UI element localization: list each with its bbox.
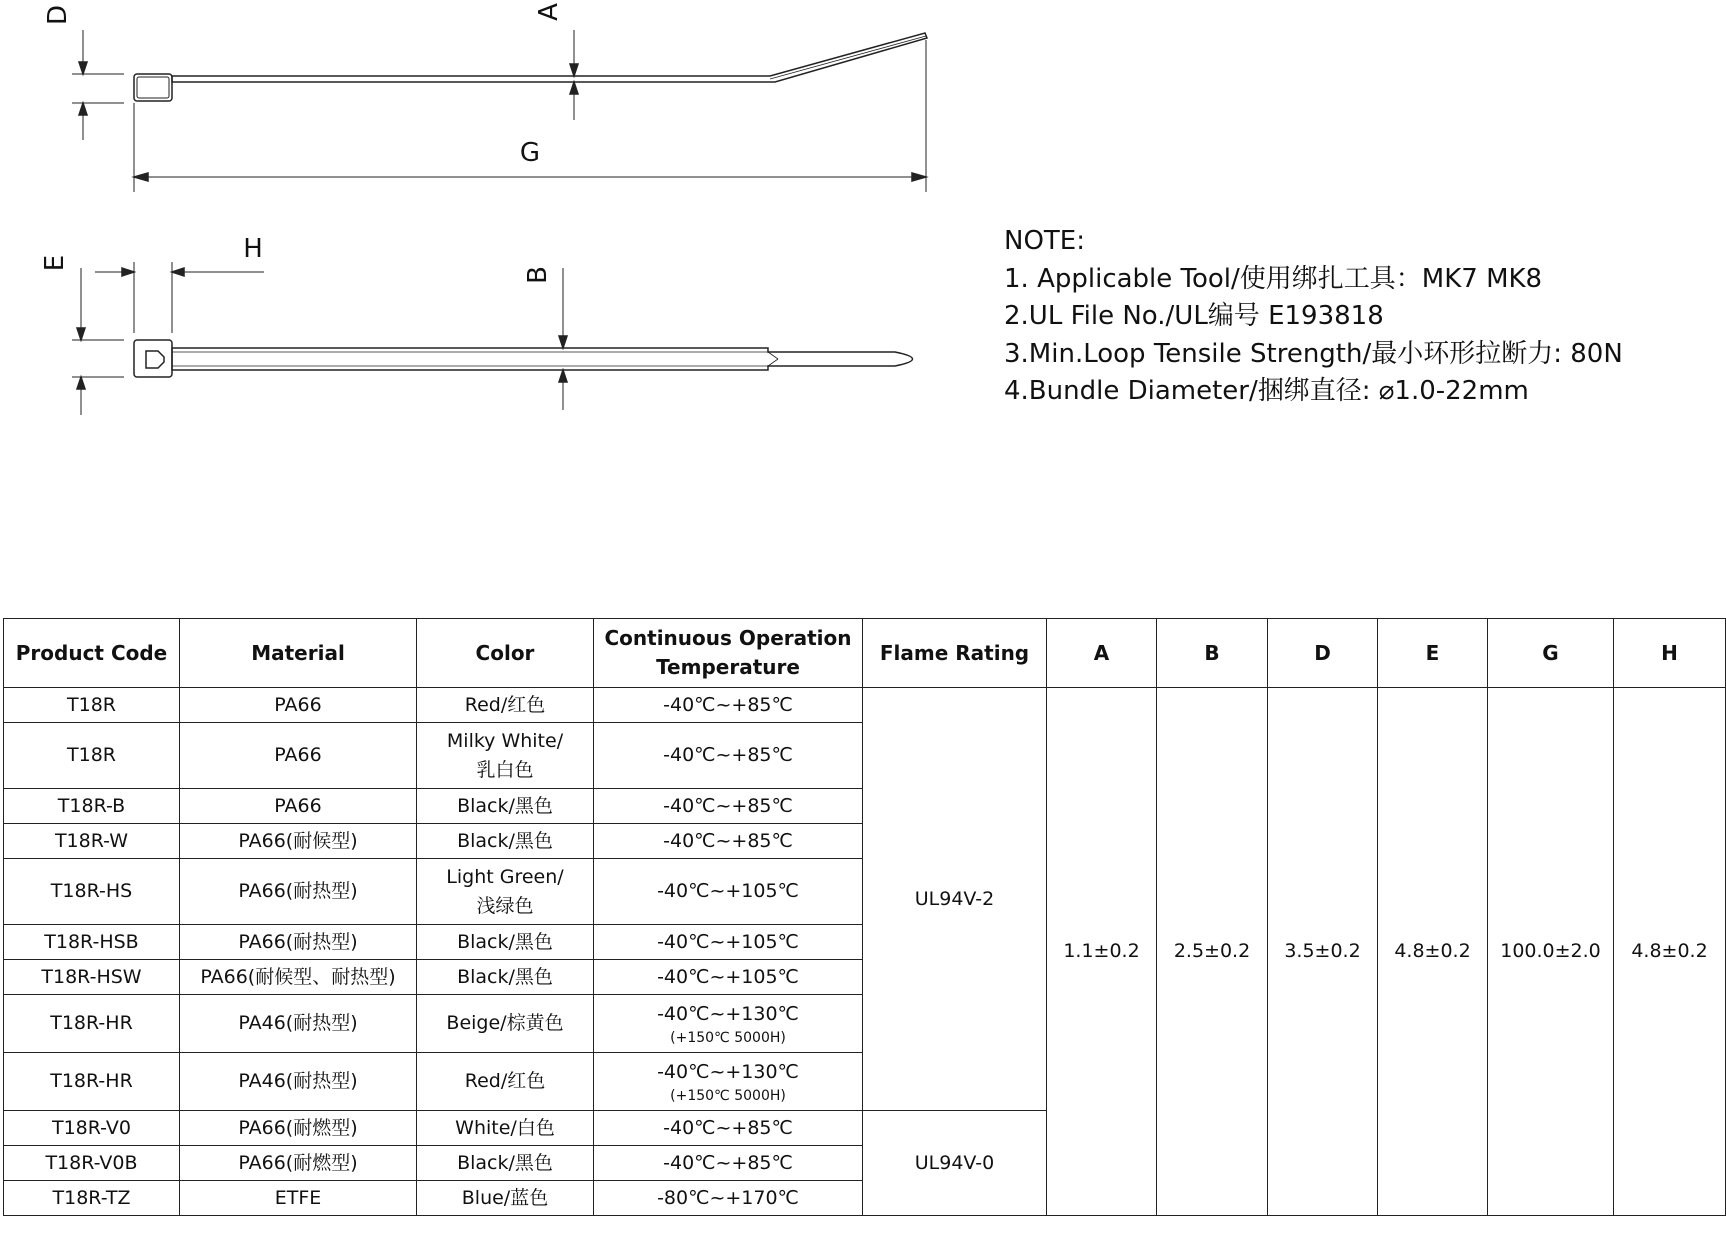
- cell-dim-e: 4.8±0.2: [1378, 688, 1488, 1216]
- cell-product-code: T18R-HR: [4, 995, 180, 1053]
- cell-color-line1: Milky White/: [446, 729, 564, 752]
- cell-material: PA66: [180, 688, 417, 723]
- dimension-label-b: B: [523, 266, 553, 284]
- cell-color-line2: 乳白色: [476, 758, 534, 781]
- header-temperature-line1: Continuous Operation: [604, 626, 852, 650]
- notes-block: [1004, 223, 1623, 411]
- cell-product-code: T18R-HS: [4, 859, 180, 925]
- cell-temperature: -40℃~+85℃: [594, 1111, 863, 1146]
- cell-temperature-range: -40℃~+130℃: [657, 1061, 799, 1083]
- cell-product-code: T18R-HSB: [4, 925, 180, 960]
- cell-color: Black/黑色: [417, 960, 594, 995]
- cell-temperature-note: (+150℃ 5000H): [670, 1088, 786, 1104]
- cell-material: PA66: [180, 723, 417, 789]
- cell-dim-d: 3.5±0.2: [1268, 688, 1378, 1216]
- cell-product-code: T18R-B: [4, 789, 180, 824]
- dimension-label-h: H: [243, 234, 263, 264]
- cell-product-code: T18R: [4, 688, 180, 723]
- dimension-b: [559, 268, 567, 410]
- cell-temperature: [594, 1053, 863, 1111]
- header-flame-rating: Flame Rating: [863, 619, 1047, 688]
- cell-flame-rating: UL94V-2: [863, 688, 1047, 1111]
- note-item: 4.Bundle Diameter/捆绑直径: ⌀1.0-22mm: [1004, 376, 1529, 406]
- cell-temperature-note: (+150℃ 5000H): [670, 1030, 786, 1046]
- header-g: G: [1488, 619, 1614, 688]
- cell-product-code: T18R-TZ: [4, 1181, 180, 1216]
- cell-color: [417, 723, 594, 789]
- cell-material: PA66(耐燃型): [180, 1111, 417, 1146]
- header-h: H: [1614, 619, 1726, 688]
- cell-color: Black/黑色: [417, 789, 594, 824]
- header-product-code: Product Code: [4, 619, 180, 688]
- header-material: Material: [180, 619, 417, 688]
- cell-product-code: T18R-V0B: [4, 1146, 180, 1181]
- dimension-label-d: D: [43, 4, 73, 26]
- cell-temperature-range: -40℃~+130℃: [657, 1003, 799, 1025]
- cell-dim-g: 100.0±2.0: [1488, 688, 1614, 1216]
- cell-temperature: -40℃~+105℃: [594, 925, 863, 960]
- cell-temperature: -40℃~+85℃: [594, 824, 863, 859]
- cell-temperature: [594, 995, 863, 1053]
- dimension-e: [72, 268, 124, 415]
- cell-material: PA66(耐热型): [180, 859, 417, 925]
- cell-dim-a: 1.1±0.2: [1047, 688, 1157, 1216]
- cell-material: PA66(耐候型、耐热型): [180, 960, 417, 995]
- cell-temperature: -40℃~+105℃: [594, 859, 863, 925]
- tie-side-view: [134, 33, 927, 101]
- cell-product-code: T18R-HSW: [4, 960, 180, 995]
- cell-material: PA66(耐燃型): [180, 1146, 417, 1181]
- cell-product-code: T18R-W: [4, 824, 180, 859]
- cell-temperature: -40℃~+105℃: [594, 960, 863, 995]
- cell-color: [417, 859, 594, 925]
- cell-color: Black/黑色: [417, 925, 594, 960]
- cell-material: ETFE: [180, 1181, 417, 1216]
- header-temperature-line2: Temperature: [656, 655, 800, 679]
- note-item: 3.Min.Loop Tensile Strength/最小环形拉断力: 80N: [1004, 338, 1623, 369]
- note-item: 2.UL File No./UL编号 E193818: [1004, 301, 1384, 331]
- header-a: A: [1047, 619, 1157, 688]
- cell-product-code: T18R: [4, 723, 180, 789]
- cell-material: PA46(耐热型): [180, 995, 417, 1053]
- header-e: E: [1378, 619, 1488, 688]
- cell-material: PA66(耐候型): [180, 824, 417, 859]
- cell-dim-b: 2.5±0.2: [1157, 688, 1268, 1216]
- dimension-g: [134, 40, 926, 192]
- cell-color-line2: 浅绿色: [476, 894, 534, 917]
- cell-color: Red/红色: [417, 688, 594, 723]
- header-color: Color: [417, 619, 594, 688]
- cell-product-code: T18R-V0: [4, 1111, 180, 1146]
- cell-material: PA66(耐热型): [180, 925, 417, 960]
- dimension-label-e: E: [40, 254, 70, 272]
- cell-color: White/白色: [417, 1111, 594, 1146]
- cell-dim-h: 4.8±0.2: [1614, 688, 1726, 1216]
- notes-title: NOTE:: [1004, 226, 1085, 256]
- cell-color-line1: Light Green/: [446, 865, 564, 888]
- header-b: B: [1157, 619, 1268, 688]
- dimension-h: [95, 262, 264, 333]
- dimension-d: [72, 30, 124, 140]
- spec-table: [3, 618, 1726, 1216]
- cell-material: PA66: [180, 789, 417, 824]
- cell-color: Beige/棕黄色: [417, 995, 594, 1053]
- cell-temperature: -40℃~+85℃: [594, 789, 863, 824]
- header-d: D: [1268, 619, 1378, 688]
- cell-color: Blue/蓝色: [417, 1181, 594, 1216]
- table-header-row: [4, 619, 1726, 688]
- note-item: 1. Applicable Tool/使用绑扎工具：MK7 MK8: [1004, 263, 1543, 294]
- cell-temperature: -80℃~+170℃: [594, 1181, 863, 1216]
- cell-temperature: -40℃~+85℃: [594, 1146, 863, 1181]
- table-row: [4, 688, 1726, 723]
- cell-color: Red/红色: [417, 1053, 594, 1111]
- cell-temperature: -40℃~+85℃: [594, 723, 863, 789]
- cell-material: PA46(耐热型): [180, 1053, 417, 1111]
- header-temperature: [594, 619, 863, 688]
- dimension-a: [570, 30, 578, 120]
- cell-product-code: T18R-HR: [4, 1053, 180, 1111]
- dimension-label-g: G: [519, 138, 541, 168]
- cell-color: Black/黑色: [417, 824, 594, 859]
- cell-temperature: -40℃~+85℃: [594, 688, 863, 723]
- cell-color: Black/黑色: [417, 1146, 594, 1181]
- tie-top-view: [134, 340, 913, 377]
- dimension-label-a: A: [534, 3, 564, 21]
- cell-flame-rating: UL94V-0: [863, 1111, 1047, 1216]
